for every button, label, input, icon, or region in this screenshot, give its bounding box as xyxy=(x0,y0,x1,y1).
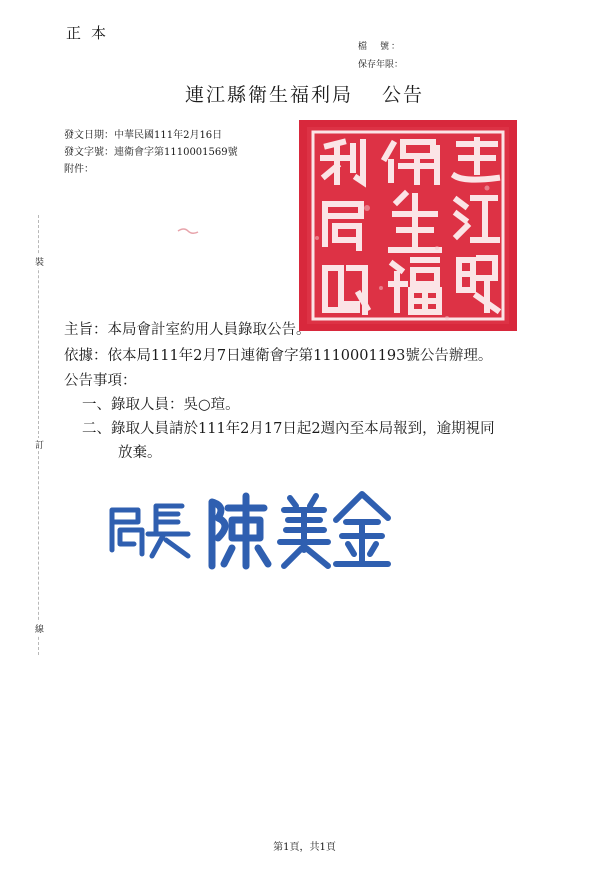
official-seal xyxy=(297,118,519,333)
subject-line: 主旨：本局會計室約用人員錄取公告。 xyxy=(64,322,311,338)
announcement-items-heading: 公告事項： xyxy=(64,373,137,389)
issue-date: 發文日期：中華民國111年2月16日 xyxy=(64,130,223,141)
copy-type-label: 正本 xyxy=(66,24,117,42)
announcement-item-2-continued: 放棄。 xyxy=(118,445,162,461)
announcement-item-1: 一、錄取人員：吳○瑄。 xyxy=(82,397,240,413)
binding-char-xian: 線 xyxy=(35,622,44,635)
retention-period-label: 保存年限： xyxy=(358,60,404,70)
page-number: 第1頁，共1頁 xyxy=(273,842,336,853)
binding-char-ding: 訂 xyxy=(35,438,44,451)
announcement-item-2: 二、錄取人員請於111年2月17日起2週內至本局報到，逾期視同 xyxy=(82,421,495,437)
document-title: 連江縣衛生福利局 公告 xyxy=(184,84,425,106)
stamp-smudge xyxy=(176,226,200,236)
basis-line: 依據：依本局111年2月7日連衛會字第1110001193號公告辦理。 xyxy=(64,348,493,364)
attachment-label: 附件： xyxy=(64,164,94,175)
binding-char-zhuang: 裝 xyxy=(35,255,44,268)
issue-number: 發文字號：連衛會字第1110001569號 xyxy=(64,147,238,158)
file-number-label: 檔 號： xyxy=(358,42,403,52)
director-signature-stamp xyxy=(104,488,404,574)
binding-line xyxy=(38,215,39,655)
